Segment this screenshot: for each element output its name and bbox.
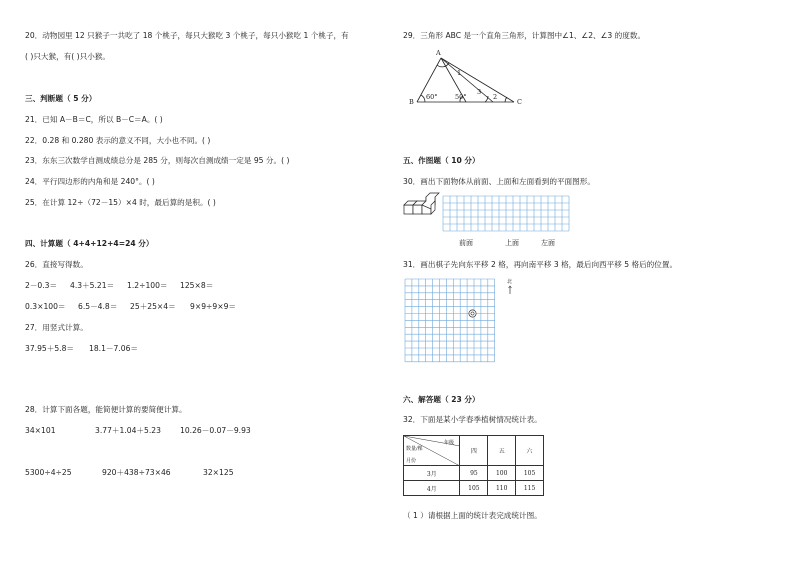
- question-21: 21．已知 A－B＝C，所以 B－C＝A。( ): [25, 115, 163, 124]
- table-row: [404, 481, 544, 496]
- view-label-front: 前面: [459, 239, 473, 247]
- simplify-item: 5300÷4÷25: [25, 468, 72, 477]
- north-arrow-icon: [508, 285, 512, 295]
- question-27: 27．用竖式计算。: [25, 323, 88, 332]
- simplify-item: 32×125: [203, 468, 234, 477]
- simplify-item: 3.77＋1.04＋5.23: [95, 426, 161, 435]
- calc-item: 125×8＝: [180, 281, 214, 290]
- grade-header: 五: [488, 436, 516, 466]
- view-label-top: 上面: [505, 239, 519, 247]
- month-cell: 4月: [404, 481, 460, 496]
- cube-stack-icon: [403, 197, 443, 219]
- question-28: 28．计算下面各题，能简便计算的要简便计算。: [25, 405, 187, 414]
- simplify-item: 34×101: [25, 426, 56, 435]
- calc-item: 0.3×100＝: [25, 302, 66, 311]
- value-cell: 105: [516, 466, 544, 481]
- vertex-c-label: C: [517, 98, 522, 106]
- corner-label-quantity: 数量/棵: [406, 446, 423, 452]
- value-cell: 110: [488, 481, 516, 496]
- simplify-item: 920＋438÷73×46: [102, 468, 171, 477]
- corner-label-grade: 年级: [444, 440, 455, 446]
- simplify-item: 10.26－0.07－9.93: [180, 426, 251, 435]
- angle-50-label: 50°: [455, 93, 467, 101]
- angle-3-label: 3: [477, 88, 482, 96]
- question-23: 23．东东三次数学自测成绩总分是 285 分，则每次自测成绩一定是 95 分。( ): [25, 156, 290, 165]
- compass-north-label: 北: [507, 279, 513, 285]
- question-29: 29．三角形 ABC 是一个直角三角形，计算图中∠1、∠2、∠3 的度数。: [403, 31, 646, 40]
- table-corner-cell: [404, 436, 460, 466]
- value-cell: 100: [488, 466, 516, 481]
- question-32: 32．下面是某小学春季植树情况统计表。: [403, 415, 542, 424]
- question-32-part-1: （ 1 ）请根据上面的统计表完成统计图。: [403, 511, 542, 520]
- vertex-b-label: B: [409, 98, 414, 106]
- section-6-title: 六、解答题（ 23 分）: [403, 395, 480, 404]
- question-24: 24．平行四边形的内角和是 240°。( ): [25, 177, 155, 186]
- section-5-title: 五、作图题（ 10 分）: [403, 156, 480, 165]
- value-cell: 115: [516, 481, 544, 496]
- question-22: 22．0.28 和 0.280 表示的意义不同，大小也不同。( ): [25, 136, 211, 145]
- question-20-line-2: ( )只大猴，有( )只小猴。: [25, 52, 111, 61]
- angle-2-label: 2: [493, 93, 498, 101]
- angle-60-label: 60°: [426, 93, 438, 101]
- month-cell: 3月: [404, 466, 460, 481]
- question-20-line-1: 20．动物园里 12 只猴子一共吃了 18 个桃子，每只大猴吃 3 个桃子，每只小猴吃 1 个桃子，有: [25, 31, 349, 40]
- table-row: [404, 466, 544, 481]
- question-25: 25．在计算 12÷（72－15）×4 时，最后算的是积。( ): [25, 198, 216, 207]
- value-cell: 105: [460, 481, 488, 496]
- question-26: 26．直接写得数。: [25, 260, 88, 269]
- calc-item: 2－0.3＝: [25, 281, 58, 290]
- calc-item: 4.3＋5.21＝: [70, 281, 115, 290]
- section-3-title: 三、判断题（ 5 分）: [25, 94, 97, 103]
- value-cell: 95: [460, 466, 488, 481]
- question-30: 30．画出下面物体从前面、上面和左面看到的平面图形。: [403, 177, 595, 186]
- tree-planting-table: [403, 435, 544, 496]
- section-4-title: 四、计算题（ 4+4+12+4=24 分）: [25, 239, 154, 248]
- calc-item: 6.5－4.8＝: [78, 302, 118, 311]
- grade-header: 四: [460, 436, 488, 466]
- vertical-calc-item: 18.1－7.06＝: [89, 344, 139, 353]
- corner-label-month: 月份: [406, 458, 417, 464]
- calc-item: 1.2÷100＝: [127, 281, 168, 290]
- question-31: 31．画出棋子先向东平移 2 格，再向南平移 3 格，最后向西平移 5 格后的位置。: [403, 260, 678, 269]
- vertex-a-label: A: [436, 49, 441, 57]
- chess-piece-icon[interactable]: [468, 309, 477, 318]
- translation-grid: [405, 279, 497, 361]
- calc-item: 25＋25×4＝: [130, 302, 176, 311]
- view-label-left: 左面: [541, 239, 555, 247]
- angle-1-label: 1: [457, 69, 462, 77]
- vertical-calc-item: 37.95＋5.8＝: [25, 344, 75, 353]
- calc-item: 9×9÷9×9＝: [190, 302, 237, 311]
- grade-header: 六: [516, 436, 544, 466]
- view-drawing-grid: [443, 196, 573, 236]
